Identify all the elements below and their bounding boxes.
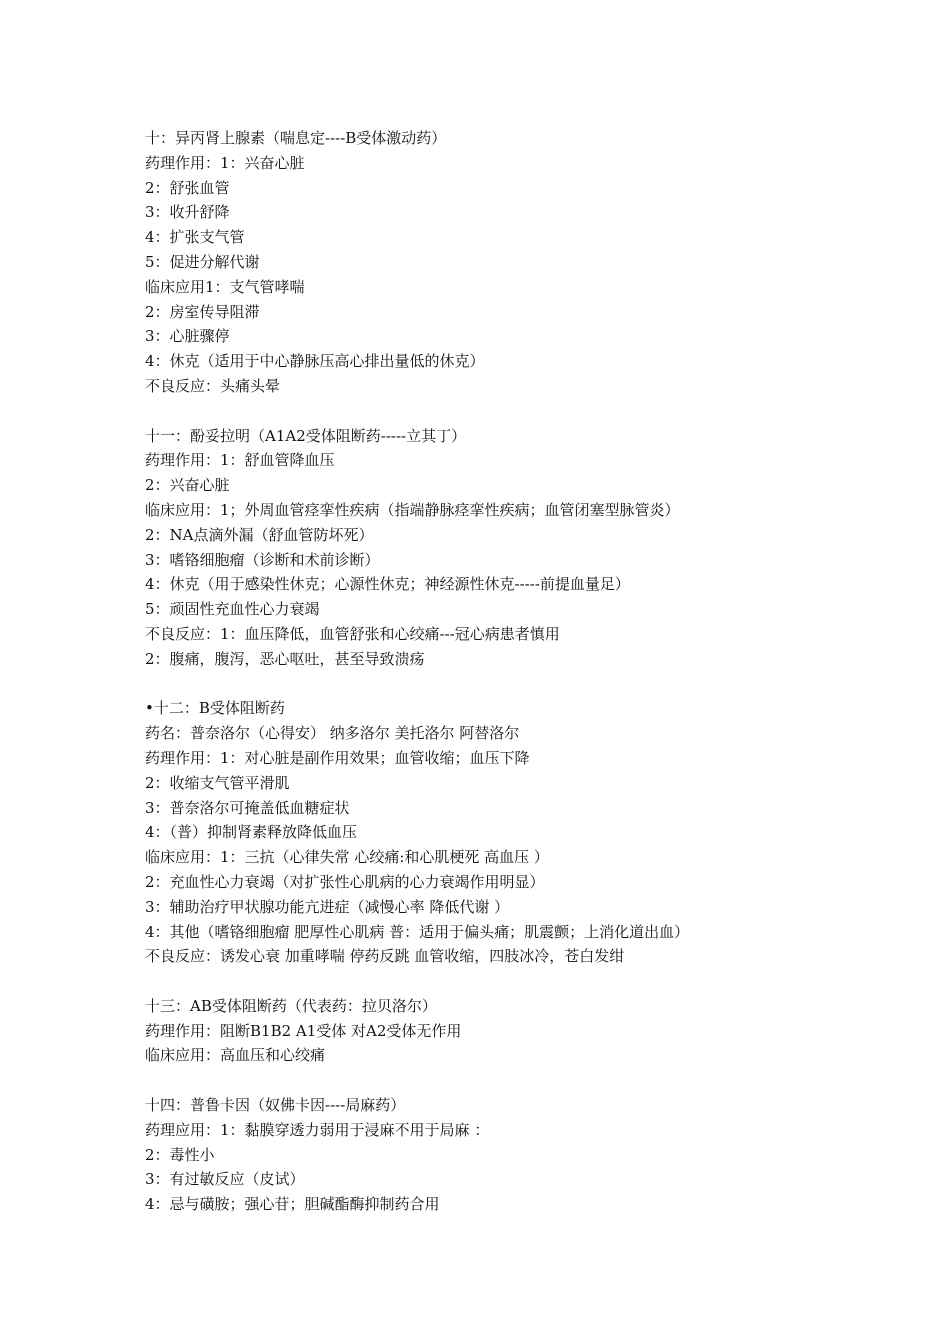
text-line: 2：腹痛，腹泻，恶心呕吐，甚至导致溃疡: [145, 649, 425, 668]
drug-section: [145, 424, 925, 672]
text-line: 2：毒性小: [145, 1145, 215, 1164]
text-line: 临床应用1：支气管哮喘: [145, 277, 305, 296]
drug-section: [145, 1093, 925, 1217]
text-line: 3：普奈洛尔可掩盖低血糖症状: [145, 798, 350, 817]
section-heading: 十三：AB受体阻断药（代表药：拉贝洛尔）: [145, 996, 437, 1015]
section-gap: [145, 969, 925, 994]
section-heading: •十二：B受体阻断药: [145, 699, 285, 718]
text-line: 5：促进分解代谢: [145, 252, 260, 271]
drug-section: [145, 126, 925, 399]
section-gap: [145, 672, 925, 697]
text-line: 2：NA点滴外漏（舒血管防坏死）: [145, 525, 374, 544]
section-heading: 十四：普鲁卡因（奴佛卡因----局麻药）: [145, 1096, 406, 1115]
text-line: 4：其他（嗜铬细胞瘤 肥厚性心肌病 普：适用于偏头痛；肌震颤；上消化道出血）: [145, 922, 690, 941]
text-line: 4：忌与磺胺；强心苷；胆碱酯酶抑制药合用: [145, 1195, 440, 1214]
text-line: 不良反应：1：血压降低，血管舒张和心绞痛---冠心病患者慎用: [145, 624, 560, 643]
text-line: 不良反应：诱发心衰 加重哮喘 停药反跳 血管收缩，四肢冰冷，苍白发绀: [145, 947, 625, 966]
text-line: 2：收缩支气管平滑肌: [145, 773, 290, 792]
text-line: 3：辅助治疗甲状腺功能亢进症（减慢心率 降低代谢 ）: [145, 897, 510, 916]
text-line: 药理作用：1：兴奋心脏: [145, 153, 305, 172]
text-line: 药理作用：1：对心脏是副作用效果；血管收缩；血压下降: [145, 748, 530, 767]
text-line: 2：舒张血管: [145, 178, 230, 197]
text-line: 药理作用：阻断B1B2 A1受体 对A2受体无作用: [145, 1021, 462, 1040]
text-line: 2：房室传导阻滞: [145, 302, 260, 321]
text-line: 4：扩张支气管: [145, 228, 245, 247]
section-gap: [145, 399, 925, 424]
text-line: 3：嗜铬细胞瘤（诊断和术前诊断）: [145, 550, 380, 569]
text-line: 5：顽固性充血性心力衰竭: [145, 600, 320, 619]
text-line: 4：休克（用于感染性休克；心源性休克；神经源性休克-----前提血量足）: [145, 575, 630, 594]
document-body: [145, 126, 925, 1217]
text-line: 药理应用：1：黏膜穿透力弱用于浸麻不用于局麻 ：: [145, 1120, 490, 1139]
text-line: 药理作用：1：舒血管降血压: [145, 451, 335, 470]
text-line: 3：收升舒降: [145, 203, 230, 222]
text-line: 4：（普）抑制肾素释放降低血压: [145, 823, 358, 842]
text-line: 临床应用：1：三抗（心律失常 心绞痛:和心肌梗死 高血压 ）: [145, 848, 549, 867]
text-line: 临床应用：高血压和心绞痛: [145, 1046, 326, 1065]
text-line: 2：充血性心力衰竭（对扩张性心肌病的心力衰竭作用明显）: [145, 872, 545, 891]
text-line: 2：兴奋心脏: [145, 476, 230, 495]
text-line: 3：心脏骤停: [145, 327, 230, 346]
text-line: 3：有过敏反应（皮试）: [145, 1170, 305, 1189]
drug-section: [145, 696, 925, 969]
drug-section: [145, 994, 925, 1068]
section-heading: 十一：酚妥拉明（A1A2受体阻断药-----立其丁）: [145, 426, 467, 445]
text-line: 不良反应：头痛头晕: [145, 376, 281, 395]
text-line: 药名：普奈洛尔（心得安） 纳多洛尔 美托洛尔 阿替洛尔: [145, 724, 520, 743]
section-gap: [145, 1068, 925, 1093]
section-heading: 十：异丙肾上腺素（喘息定----B受体激动药）: [145, 129, 447, 147]
text-line: 临床应用：1；外周血管痉挛性疾病（指端静脉痉挛性疾病；血管闭塞型脉管炎）: [145, 500, 680, 519]
text-line: 4：休克（适用于中心静脉压高心排出量低的休克）: [145, 352, 485, 371]
